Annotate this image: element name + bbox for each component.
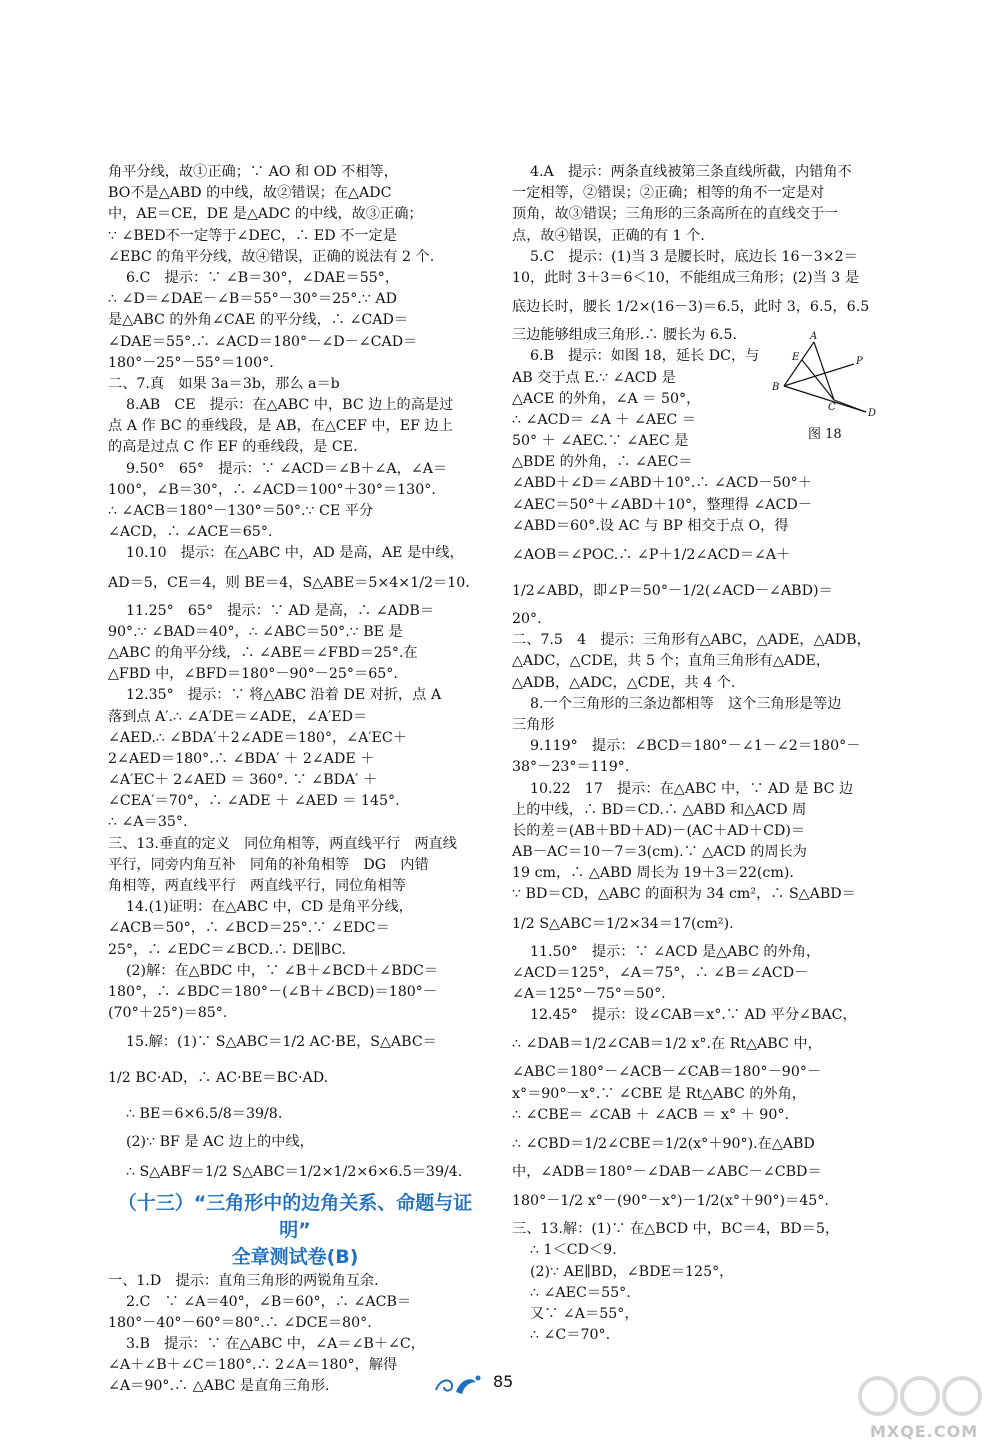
fig-label-a: A <box>810 331 818 342</box>
answer-line: 角平分线，故①正确；∵ AO 和 OD 不相等， <box>108 164 398 180</box>
answer-line: ∠AEC＝50°＋∠ABD＋10°，整理得 ∠ACD－ <box>512 496 812 513</box>
answer-line: 11.50° 提示：∵ ∠ACD 是△ABC 的外角， <box>530 943 821 960</box>
answer-line: 上的中线，∴ BD＝CD.∴ △ABD 和△ACD 周 <box>512 801 807 818</box>
fig-label-b: B <box>772 382 780 393</box>
answer-line: AB－AC＝10－7＝3(cm).∵ △ACD 的周长为 <box>512 844 807 861</box>
answer-line: 二、7.真 如果 3a＝3b，那么 a＝b <box>108 375 340 392</box>
answer-line: ∠EBC 的角平分线，故④错误，正确的说法有 2 个. <box>108 248 435 265</box>
answer-line: 又∵ ∠A＝55°， <box>530 1305 639 1322</box>
swirl-logo-icon <box>430 1372 486 1398</box>
answer-line: 二、7.5 4 提示：三角形有△ABC，△ADE，△ADB， <box>512 632 871 649</box>
answer-line: 三角形 <box>512 716 555 733</box>
left-column <box>108 162 482 1398</box>
answer-line: ∠A＝125°－75°＝50°. <box>512 986 666 1002</box>
answer-line: 1/2 S△ABC＝1/2×34＝17(cm²). <box>512 915 734 932</box>
answer-line: ∠ABD＝60°.设 AC 与 BP 相交于点 O，得 <box>512 517 789 534</box>
answer-line: (2)∵ BF 是 AC 边上的中线， <box>126 1134 314 1151</box>
answer-line: 一定相等，②错误；②正确；相等的角不一定是对 <box>512 185 825 202</box>
answer-line: 角相等，两直线平行 两直线平行，同位角相等 <box>108 878 406 894</box>
answer-line: ∴ BE＝6×6.5/8＝39/8. <box>126 1106 283 1123</box>
answer-line: △FBD 中，∠BFD＝180°－90°－25°＝65°. <box>108 666 398 683</box>
answer-line: ∴ ∠ACB＝180°－130°＝50°.∵ CE 平分 <box>108 503 374 519</box>
answer-line: 8.一个三角形的三条边都相等 这个三角形是等边 <box>530 695 842 712</box>
answer-line: 25°，∴ ∠EDC＝∠BCD.∴ DE∥BC. <box>108 941 347 958</box>
answer-line: ∠AOB＝∠POC.∴ ∠P＋1/2∠ACD＝∠A＋ <box>512 547 791 563</box>
answer-line: AD＝5，CE＝4，则 BE＝4，S△ABE＝5×4×1/2＝10. <box>108 574 470 591</box>
answer-line: ∴ ∠CBD＝1/2∠CBE＝1/2(x°＋90°).在△ABD <box>512 1135 815 1152</box>
answer-line: ∠AED.∴ ∠BDA′＋2∠ADE＝180°，∠A′EC＋ <box>108 729 407 746</box>
answer-line: ∴ ∠C＝70°. <box>530 1327 611 1344</box>
answer-line: 10，此时 3＋3＝6＜10，不能组成三角形；(2)当 3 是 <box>512 269 860 286</box>
answer-line: 三、13.垂直的定义 同位角相等，两直线平行 两直线 <box>108 835 457 852</box>
answer-line: 180°－25°－55°＝100°. <box>108 354 274 371</box>
answer-line: ∴ ∠D＝∠DAE－∠B＝55°－30°＝25°.∵ AD <box>108 291 398 308</box>
answer-line: 6.C 提示：∵ ∠B＝30°，∠DAE＝55°， <box>126 269 400 286</box>
answer-line: (70°＋25°)＝85°. <box>108 1005 228 1022</box>
answer-line: 8.AB CE 提示：在△ABC 中，BC 边上的高是过 <box>126 397 454 414</box>
answer-line: (2)解：在△BDC 中，∵ ∠B＋∠BCD＋∠BDC＝ <box>126 962 439 979</box>
answer-line: 100°，∠B＝30°，∴ ∠ACD＝100°＋30°＝130°. <box>108 481 436 498</box>
answer-line: ∠ACB＝50°，∴ ∠BCD＝25°.∵ ∠EDC＝ <box>108 920 390 937</box>
answer-line: 20°. <box>512 611 542 627</box>
answer-line: 2.C ∵ ∠A＝40°，∠B＝60°，∴ ∠ACB＝ <box>126 1293 412 1310</box>
answer-line: 平行，同旁内角互补 同角的补角相等 DG 内错 <box>108 856 429 873</box>
answer-line: ∴ ∠AEC＝55°. <box>530 1284 631 1301</box>
answer-line: 12.45° 提示：设∠CAB＝x°.∵ AD 平分∠BAC， <box>530 1007 857 1024</box>
answer-line: 5.C 提示：(1)当 3 是腰长时，底边长 16－3×2＝ <box>530 248 858 265</box>
answer-line: 14.(1)证明：在△ABC 中，CD 是角平分线， <box>126 899 413 916</box>
answer-line: 一、1.D 提示：直角三角形的两锐角互余. <box>108 1272 379 1289</box>
answer-line: 90°.∵ ∠BAD＝40°，∴ ∠ABC＝50°.∵ BE 是 <box>108 623 403 640</box>
answer-line: AB 交于点 E.∵ ∠ACD 是 <box>512 369 676 386</box>
answer-line: 9.50° 65° 提示：∵ ∠ACD＝∠B＋∠A，∠A＝ <box>126 460 448 477</box>
answer-line: 三边能够组成三角形.∴ 腰长为 6.5. <box>512 327 738 344</box>
answer-line: ∠A＝90°.∴ △ABC 是直角三角形. <box>108 1378 330 1395</box>
answer-line: 点，故④错误，正确的有 1 个. <box>512 227 705 244</box>
answer-line: ∵ BD＝CD，△ABC 的面积为 34 cm²，∴ S△ABD＝ <box>512 886 856 903</box>
answer-line: ∠ACD，∴ ∠ACE＝65°. <box>108 524 273 541</box>
answer-line: ∠A′EC＋ 2∠AED ＝ 360°. ∵ ∠BDA′ ＋ <box>108 772 378 789</box>
fig-label-c: C <box>828 402 836 413</box>
answer-line: 1/2 BC·AD，∴ AC·BE＝BC·AD. <box>108 1070 329 1087</box>
answer-line: 12.35° 提示：∵ 将△ABC 沿着 DE 对折，点 A <box>126 687 442 704</box>
section-title-line1: （十三）“三角形中的边角关系、命题与证明” <box>117 1191 473 1241</box>
answer-line: 三、13.解：(1)∵ 在△BCD 中，BC＝4，BD＝5， <box>512 1221 840 1238</box>
answer-line: ∠CEA′＝70°，∴ ∠ADE ＋ ∠AED ＝ 145°. <box>108 793 400 810</box>
answer-line: ∴ ∠CBE＝ ∠CAB ＋ ∠ACB ＝ x° ＋ 90°. <box>512 1106 789 1123</box>
fig-label-d: D <box>868 408 877 419</box>
watermark-text: MXQE.COM <box>870 1422 979 1441</box>
answer-line: 的高是过点 C 作 EF 的垂线段，是 CE. <box>108 439 358 456</box>
answer-line: 底边长时，腰长 1/2×(16－3)＝6.5，此时 3，6.5，6.5 <box>512 299 870 316</box>
answer-line: △BDE 的外角，∴ ∠AEC＝ <box>512 454 693 471</box>
answer-line: ∴ ∠DAB＝1/2∠CAB＝1/2 x°.在 Rt△ABC 中， <box>512 1036 822 1053</box>
answer-line: 3.B 提示：∵ 在△ABC 中，∠A＝∠B＋∠C， <box>126 1336 425 1353</box>
answer-line: 长的差＝(AB＋BD＋AD)－(AC＋AD＋CD)＝ <box>512 822 806 839</box>
answer-line: ∴ 1＜CD＜9. <box>530 1242 617 1259</box>
answer-line: △ADB，△ADC，△CDE，共 4 个. <box>512 674 736 691</box>
answer-line: △ACE 的外角，∠A ＝ 50°， <box>512 390 701 407</box>
answer-line: ∠ABD＋∠D＝∠ABD＋10°.∴ ∠ACD－50°＋ <box>512 475 812 492</box>
answer-line: △ABC 的角平分线，∴ ∠ABE＝∠FBD＝25°.在 <box>108 644 418 661</box>
answer-line: 10.10 提示：在△ABC 中，AD 是高，AE 是中线， <box>126 545 464 562</box>
answer-line: 2∠AED＝180°.∴ ∠BDA′ ＋ 2∠ADE ＋ <box>108 750 375 767</box>
page-number: 85 <box>493 1372 514 1391</box>
answer-line: 顶角，故③错误；三角形的三条高所在的直线交于一 <box>512 206 839 223</box>
answer-line: △ADC，△CDE，共 5 个；直角三角形有△ADE， <box>512 653 831 670</box>
answer-line: ∴ S△ABF＝1/2 S△ABC＝1/2×1/2×6×6.5＝39/4. <box>126 1163 463 1180</box>
answer-line: 6.B 提示：如图 18，延长 DC，与 <box>530 348 760 365</box>
answer-line: 50° ＋ ∠AEC.∵ ∠AEC 是 <box>512 433 689 450</box>
figure-18 <box>762 328 890 450</box>
answer-line: 中，AE＝CE，DE 是△ADC 的中线，故③正确； <box>108 206 423 223</box>
answer-line: 1/2∠ABD，即∠P＝50°－1/2(∠ACD－∠ABD)＝ <box>512 583 833 599</box>
answer-line: ∠A＋∠B＋∠C＝180°.∴ 2∠A＝180°，解得 <box>108 1357 398 1374</box>
answer-line: 9.119° 提示：∠BCD＝180°－∠1－∠2＝180°－ <box>530 738 861 755</box>
answer-line: BO不是△ABD 的中线，故②错误；在△ADC <box>108 185 392 202</box>
answer-line: 点 A 作 BC 的垂线段，是 AB，在△CEF 中，EF 边上 <box>108 418 453 435</box>
answer-line: 中，∠ADB＝180°－∠DAB－∠ABC－∠CBD＝ <box>512 1163 822 1180</box>
answer-line: 180°－40°－60°＝80°.∴ ∠DCE＝80°. <box>108 1314 372 1331</box>
answer-line: 19 cm，∴ △ABD 周长为 19＋3＝22(cm). <box>512 865 794 882</box>
answer-line: ∠ACD＝125°，∠A＝75°，∴ ∠B＝∠ACD－ <box>512 964 809 981</box>
answer-line: 38°－23°＝119°. <box>512 759 630 776</box>
answer-line: 180°－1/2 x°－(90°－x°)－1/2(x°＋90°)＝45°. <box>512 1193 829 1210</box>
answer-line: 180°，∴ ∠BDC＝180°－(∠B＋∠BCD)＝180°－ <box>108 983 438 1000</box>
fig-label-e: E <box>792 352 800 363</box>
answer-line: (2)∵ AE∥BD，∠BDE＝125°， <box>530 1263 734 1280</box>
figure-caption: 图 18 <box>808 427 842 442</box>
answer-line: 是△ABC 的外角∠CAE 的平分线，∴ ∠CAD＝ <box>108 312 409 329</box>
answer-line: 10.22 17 提示：在△ABC 中，∵ AD 是 BC 边 <box>530 780 854 797</box>
fig-label-p: P <box>856 356 863 367</box>
answer-line: 11.25° 65° 提示：∵ AD 是高，∴ ∠ADB＝ <box>126 602 435 619</box>
answer-line: ∠ABC＝180°－∠ACB－∠CAB＝180°－90°－ <box>512 1064 822 1081</box>
answer-line: ∠DAE＝55°.∴ ∠ACD＝180°－∠D－∠CAD＝ <box>108 333 418 350</box>
answer-line: ∵ ∠BED不一定等于∠DEC，∴ ED 不一定是 <box>108 227 397 244</box>
answer-line: x°＝90°－x°.∵ ∠CBE 是 Rt△ABC 的外角， <box>512 1085 806 1102</box>
answer-line: ∴ ∠A＝35°. <box>108 814 188 831</box>
answer-line: 4.A 提示：两条直线被第三条直线所截，内错角不 <box>530 164 852 180</box>
section-title-line2: 全章测试卷(B) <box>231 1245 359 1268</box>
answer-line: ∴ ∠ACD＝ ∠A ＋ ∠AEC ＝ <box>512 411 696 428</box>
section-title <box>108 1190 482 1271</box>
answer-line: 15.解：(1)∵ S△ABC＝1/2 AC·BE，S△ABC＝ <box>126 1034 437 1051</box>
answer-line: 落到点 A′.∴ ∠A′DE＝∠ADE，∠A′ED＝ <box>108 708 368 725</box>
